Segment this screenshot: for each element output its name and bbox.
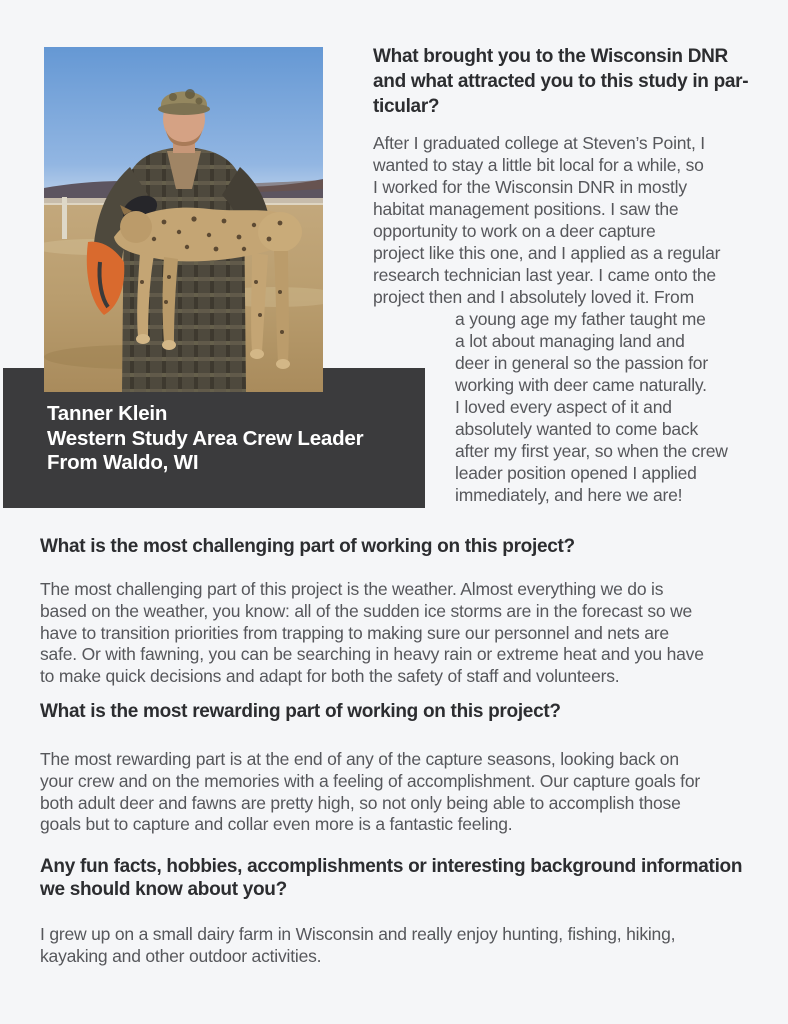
crew-leader-caption (47, 402, 363, 476)
question-funfacts: Any fun facts, hobbies, accomplishments or interesting background information we should know about you? (40, 856, 743, 900)
question-rewarding: What is the most rewarding part of working on this project? (40, 701, 561, 722)
crew-leader-location: From Waldo, WI (47, 451, 199, 474)
qa-section-funfacts (40, 855, 770, 968)
question-challenging: What is the most challenging part of working on this project? (40, 536, 575, 557)
question-dnr-attraction: What brought you to the Wisconsin DNR and what attracted you to this study in par- ticular? (373, 46, 749, 117)
crew-leader-photo (44, 47, 323, 392)
answer-dnr-attraction-part-2: a young age my father taught me a lot about managing land and deer in general so the passion for working with deer came naturally. I loved every aspect of it and absolutely wanted to come back after my first year, so when the crew leader position opened I applied immediately, and here we are! (455, 309, 728, 505)
qa-section-rewarding (40, 700, 770, 836)
answer-dnr-attraction-part-1: After I graduated college at Steven’s Point, I wanted to stay a little bit local for a while, so I worked for the Wisconsin DNR in mostly habitat management positions. I saw the opportunity to work on a deer capture project like this one, and I applied as a regular research technician last year. I came onto the project then and I absolutely loved it. From (373, 133, 721, 307)
qa-section-challenging (40, 535, 770, 688)
qa-right-column (373, 44, 773, 506)
crew-leader-role: Western Study Area Crew Leader (47, 426, 364, 450)
answer-challenging: The most challenging part of this project is the weather. Almost everything we do is based on the weather, you know: all of the sudden ice storms are in the forecast so we have to transition priorities from trapping to making sure our personnel and nets are safe. Or with fawning, you can be searching in heavy rain or extreme heat and you have to make quick decisions and adapt for both the safety of staff and volunteers. (40, 579, 704, 687)
answer-funfacts: I grew up on a small dairy farm in Wisconsin and really enjoy hunting, fishing, hiking, kayaking and other outdoor activities. (40, 924, 676, 966)
crew-leader-photo-illustration (44, 47, 323, 392)
answer-rewarding: The most rewarding part is at the end of any of the capture seasons, looking back on your crew and on the memories with a feeling of accomplishment. Our capture goals for both adult deer and fawns are pretty high, so not only being able to accomplish those goals but to capture and collar even more is a fantastic feeling. (40, 749, 700, 835)
crew-leader-name: Tanner Klein (47, 402, 168, 425)
